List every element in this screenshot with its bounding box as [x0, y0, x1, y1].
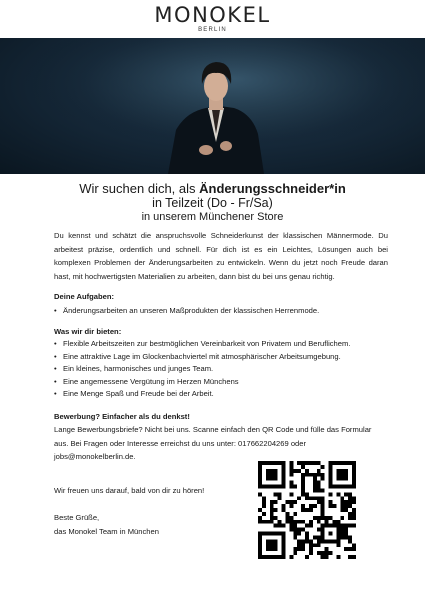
tasks-list [54, 305, 319, 318]
headline-title [0, 182, 425, 196]
job-hours: in Teilzeit (Do - Fr/Sa) [152, 196, 273, 210]
headline [0, 182, 425, 224]
tasks-title: Deine Aufgaben: [54, 292, 115, 301]
qr-code-icon[interactable] [258, 461, 356, 559]
headline-prefix: Wir suchen dich, als [79, 181, 200, 196]
apply-title: Bewerbung? Einfacher als du denkst! [54, 412, 190, 421]
brand-header [0, 4, 425, 33]
list-item: • Änderungsarbeiten an unseren Maßprodukten der klassischen Herrenmode. [54, 305, 319, 318]
intro-paragraph: Du kennst und schätzt die anspruchsvolle Schneiderkunst der klassischen Männermode. Du arbeitest präzise, ordentlich und schnell. Für dich ist es ein Leichtes, Lösungen auch bei komplexen Problemen der Änderungsarbeiten zu entwickeln. Wenn du jetzt noch Freude daran hast, mit hochwertigsten Materialien zu arbeiten, dann bist du bei uns genau richtig. [54, 231, 388, 281]
list-item: • Eine Menge Spaß und Freude bei der Arbeit. [54, 388, 350, 401]
model-photo-illustration [0, 38, 425, 174]
greeting: Beste Grüße, [54, 513, 100, 522]
list-item: • Flexible Arbeitszeiten zur bestmöglichen Vereinbarkeit von Privatem und Beruflichem. [54, 338, 350, 351]
signature: das Monokel Team in München [54, 526, 159, 536]
offer-title: Was wir dir bieten: [54, 327, 122, 336]
apply-line: aus. Bei Fragen oder Interesse erreichst du uns unter: 017662204269 oder [54, 438, 307, 448]
offer-list [54, 338, 350, 401]
apply-line: Lange Bewerbungsbriefe? Nicht bei uns. Scanne einfach den QR Code und fülle das Formular [54, 425, 372, 434]
brand-location: BERLIN [198, 27, 227, 33]
job-title: Änderungsschneider*in [199, 181, 346, 196]
list-item: • Eine angemessene Vergütung im Herzen Münchens [54, 376, 350, 389]
closing-line: Wir freuen uns darauf, bald von dir zu hören! [54, 486, 205, 495]
list-item: • Ein kleines, harmonisches und junges Team. [54, 363, 350, 376]
apply-text [54, 423, 371, 464]
hero-image [0, 38, 425, 174]
contact-email: jobs@monokelberlin.de. [54, 452, 136, 462]
job-location: in unserem Münchener Store [141, 211, 284, 223]
brand-logo: MONOKEL [154, 3, 271, 27]
signature-block [54, 511, 159, 538]
list-item: • Eine attraktive Lage im Glockenbachviertel mit atmosphärischer Arbeitsumgebung. [54, 351, 350, 364]
